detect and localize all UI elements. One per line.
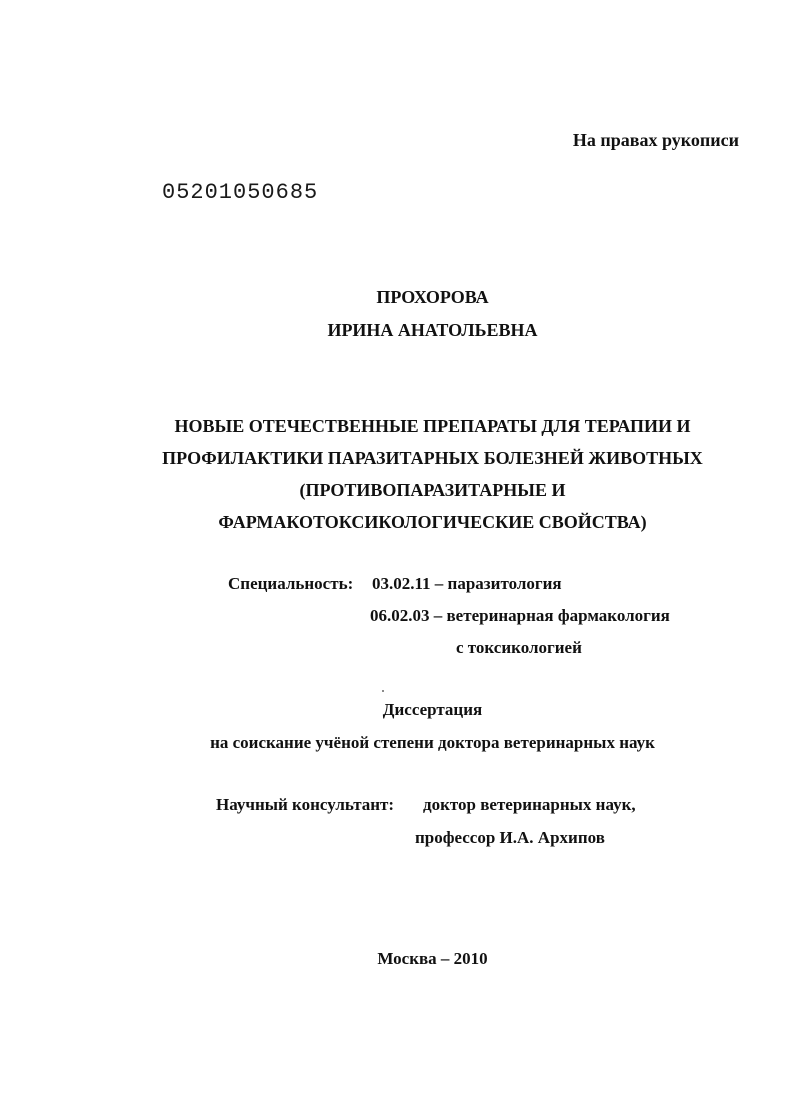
dissertation-title [33,410,799,538]
consultant-label: Научный консультант: [216,795,395,814]
document-number: 05201050685 [162,180,319,205]
title-line: ФАРМАКОТОКСИКОЛОГИЧЕСКИЕ СВОЙСТВА) [218,512,647,532]
consultant-name: профессор И.А. Архипов [415,828,605,847]
specialty-item-continuation: с токсикологией [456,638,582,657]
scan-speck [382,690,384,692]
specialty-item: 06.02.03 – ветеринарная фармакология [370,606,670,625]
specialty-label: Специальность: [228,574,354,593]
manuscript-note: На правах рукописи [572,130,739,150]
dissertation-type: Диссертация [382,700,483,719]
specialty-item: 03.02.11 – паразитология [372,574,562,593]
title-line: (ПРОТИВОПАРАЗИТАРНЫЕ И [299,480,566,500]
dissertation-purpose: на соискание учёной степени доктора ветеринарных наук [210,733,655,752]
author-given-names: ИРИНА АНАТОЛЬЕВНА [327,320,538,340]
title-line: НОВЫЕ ОТЕЧЕСТВЕННЫЕ ПРЕПАРАТЫ ДЛЯ ТЕРАПИИ И [174,416,691,436]
consultant-degree: доктор ветеринарных наук, [423,795,636,814]
title-line: ПРОФИЛАКТИКИ ПАРАЗИТАРНЫХ БОЛЕЗНЕЙ ЖИВОТНЫХ [162,448,703,468]
author-surname: ПРОХОРОВА [376,287,489,307]
city-year: Москва – 2010 [377,949,488,968]
